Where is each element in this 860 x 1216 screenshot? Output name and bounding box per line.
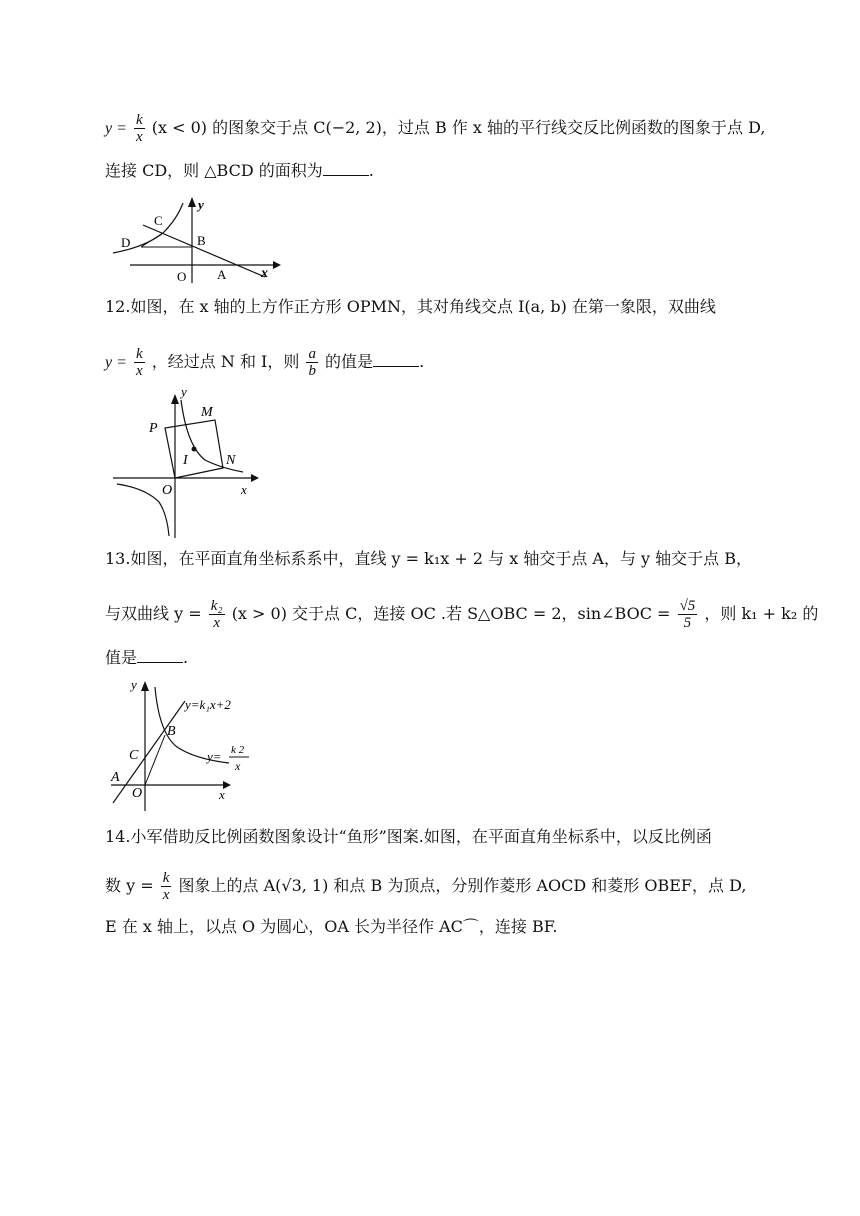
label-i: I — [183, 453, 188, 468]
q13-line3: 值是 . — [105, 648, 189, 667]
q12-line1: 12.如图，在 x 轴的上方作正方形 OPMN，其对角线交点 I(a, b) 在第一象限，双曲线 — [105, 297, 716, 316]
label-a: A — [111, 770, 120, 785]
label-x: x — [261, 266, 268, 281]
q11-line2: 连接 CD，则 △BCD 的面积为 . — [105, 161, 374, 180]
label-n: N — [226, 453, 236, 468]
q11-figure — [105, 195, 285, 285]
fraction-sqrt5-over-5: $\frac{√5}{5}$ — [679, 598, 696, 631]
q13-figure — [105, 673, 265, 813]
label-b: B — [167, 724, 176, 739]
label-hyp-num: k 2 — [231, 744, 245, 756]
label-line-eq: y=k₁x+2 — [185, 697, 231, 712]
label-hyp-y: y= — [207, 749, 222, 764]
fraction-a-over-b: $\frac{a}{b}$ — [308, 346, 316, 379]
label-d: D — [121, 235, 131, 250]
answer-blank — [137, 648, 183, 663]
fraction-k-over-x: $\frac{k}{x}$ — [162, 870, 170, 903]
label-x: x — [241, 482, 247, 497]
label-p: P — [149, 421, 158, 436]
fraction-k2-over-x: $\frac{\text{k₂}}{x}$ — [210, 598, 223, 631]
label-hyp-den: x — [235, 759, 241, 773]
answer-blank — [323, 161, 369, 176]
answer-blank — [373, 352, 419, 367]
label-m: M — [201, 405, 213, 420]
label-x: x — [219, 787, 225, 802]
q14-line2: 数 y = $\frac{k}{x}$ 图象上的点 A(√3, 1) 和点 B 为顶点，分别作菱形 AOCD 和菱形 OBEF，点 D, — [105, 870, 747, 903]
label-y: y — [181, 388, 187, 399]
q12-line2: y = $\frac{k}{x}$ ，经过点 N 和 I，则 $\frac{a}{b}$ 的值是 . — [105, 346, 425, 379]
q12-figure — [105, 388, 265, 540]
q14-line3: E 在 x 轴上，以点 O 为圆心，OA 长为半径作 AC⌒，连接 BF. — [105, 917, 558, 936]
fraction-k-over-x: $\frac{k}{x}$ — [136, 346, 143, 379]
label-y: y — [198, 197, 204, 212]
label-b: B — [197, 233, 206, 248]
q13-line2: 与双曲线 y = $\frac{\text{k₂}}{x}$ (x > 0) 交于点 C，连接 OC .若 S△OBC = 2，sin∠BOC = $\frac{√5}{5}$ ，则 k₁ + k₂ 的 — [105, 598, 819, 631]
label-c: C — [129, 748, 139, 763]
q13-line1: 13.如图，在平面直角坐标系系中，直线 y = k₁x + 2 与 x 轴交于点 A，与 y 轴交于点 B， — [105, 549, 753, 568]
label-a: A — [217, 267, 227, 282]
label-c: C — [154, 213, 163, 228]
label-y: y — [131, 677, 137, 692]
fraction-k-over-x: $\frac{k}{x}$ — [136, 112, 143, 145]
label-o: O — [162, 483, 173, 498]
label-o: O — [177, 269, 187, 284]
label-o: O — [132, 786, 143, 801]
q14-line1: 14.小军借助反比例函数图象设计“鱼形”图案.如图，在平面直角坐标系中，以反比例函 — [105, 827, 712, 846]
q11-line1: y = $\frac{k}{x}$ (x < 0) 的图象交于点 C(−2, 2)，过点 B 作 x 轴的平行线交反比例函数的图象于点 D, — [105, 112, 766, 145]
